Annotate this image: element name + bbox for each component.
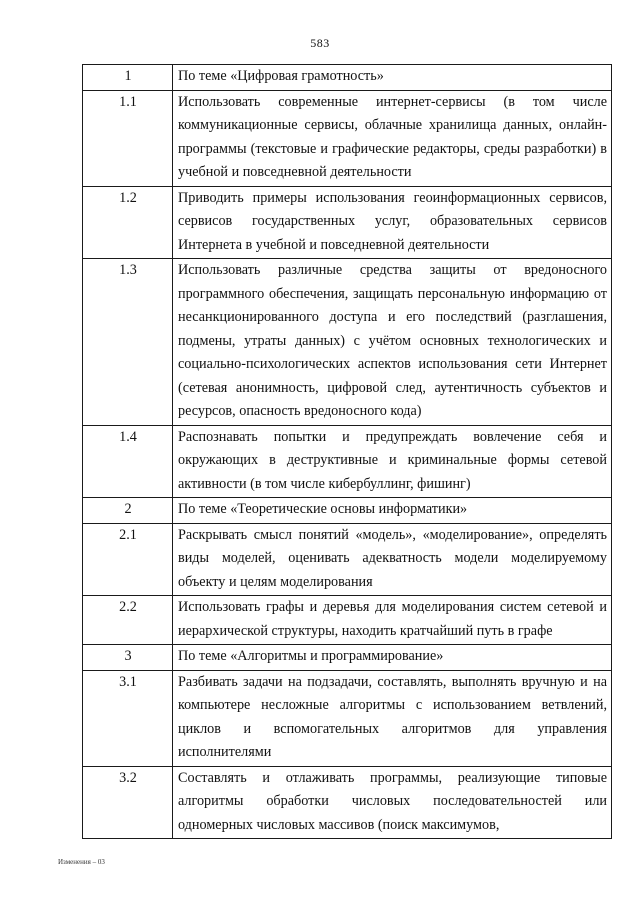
table-row [83,186,612,259]
requirements-table [82,64,612,839]
item-text: Распознавать попытки и предупреждать вовлечение себя и окружающих в деструктивные и криминальные формы сетевой активности (в том числе кибербуллинг, фишинг) [173,425,612,498]
table-row [83,65,612,91]
item-number: 3 [83,645,173,671]
table-row [83,766,612,839]
item-number: 1.1 [83,90,173,186]
table-row [83,670,612,766]
item-text: По теме «Алгоритмы и программирование» [173,645,612,671]
item-text: По теме «Теоретические основы информатики» [173,498,612,524]
table-row [83,259,612,426]
table-row [83,425,612,498]
item-text: Использовать современные интернет-сервисы (в том числе коммуникационные сервисы, облачные хранилища данных, онлайн-программы (текстовые и графические редакторы, среды разработки) в учебной и повседневной деятельности [173,90,612,186]
revision-footer: Изменения – 03 [58,858,105,866]
item-text: Использовать графы и деревья для моделирования систем сетевой и иерархической структуры, находить кратчайший путь в графе [173,596,612,645]
item-number: 1.4 [83,425,173,498]
item-number: 1.3 [83,259,173,426]
item-text: По теме «Цифровая грамотность» [173,65,612,91]
item-text: Приводить примеры использования геоинформационных сервисов, сервисов государственных услуг, образовательных сервисов Интернета в учебной и повседневной деятельности [173,186,612,259]
item-number: 1.2 [83,186,173,259]
item-number: 3.2 [83,766,173,839]
table-row [83,645,612,671]
table-row [83,596,612,645]
item-number: 2 [83,498,173,524]
item-number: 1 [83,65,173,91]
table-row [83,90,612,186]
item-text: Использовать различные средства защиты от вредоносного программного обеспечения, защищать персональную информацию от несанкционированного доступа и его последствий (разглашения, подмены, утраты данных) с учётом основных технологических и социально-психологических аспектов использования сети Интернет (сетевая анонимность, цифровой след, аутентичность субъектов и ресурсов, опасность вредоносного кода) [173,259,612,426]
item-text: Раскрывать смысл понятий «модель», «моделирование», определять виды моделей, оценивать адекватность модели моделируемому объекту и целям моделирования [173,523,612,596]
item-number: 3.1 [83,670,173,766]
table-row [83,498,612,524]
item-text: Составлять и отлаживать программы, реализующие типовые алгоритмы обработки числовых последовательностей или одномерных числовых массивов (поиск максимумов, [173,766,612,839]
page-number: 583 [310,36,330,50]
table-row [83,523,612,596]
item-number: 2.1 [83,523,173,596]
item-text: Разбивать задачи на подзадачи, составлять, выполнять вручную и на компьютере несложные алгоритмы с использованием ветвлений, циклов и вспомогательных алгоритмов для управления исполнителями [173,670,612,766]
item-number: 2.2 [83,596,173,645]
